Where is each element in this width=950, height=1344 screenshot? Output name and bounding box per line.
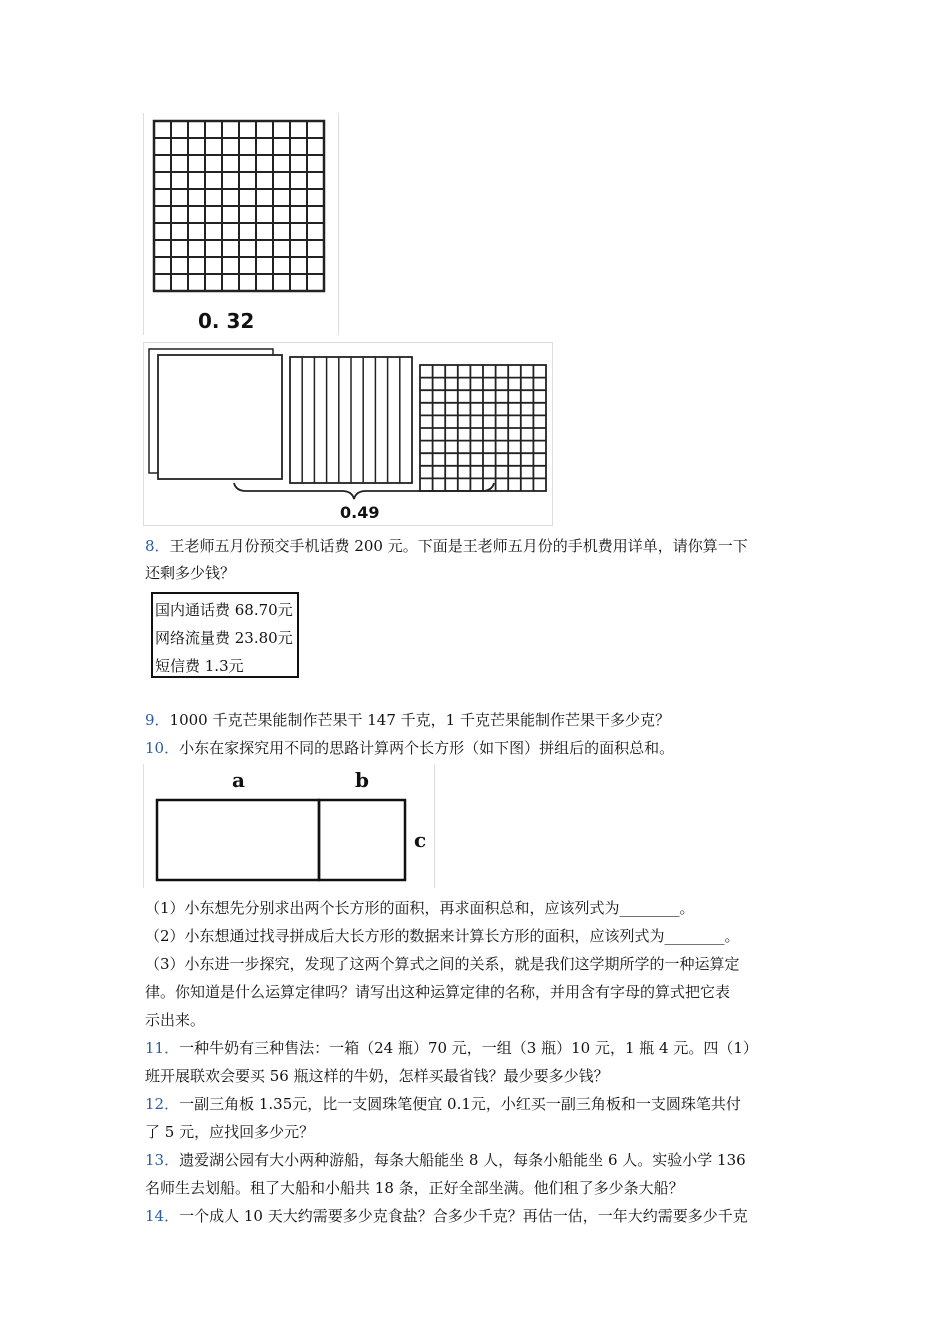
- q12-line1: [145, 1094, 815, 1114]
- q13-text1: 遗爱湖公园有大小两种游船，每条大船能坐 8 人，每条小船能坐 6 人。实验小学 136: [179, 1151, 746, 1169]
- grid-frame: [158, 355, 282, 479]
- q13-line2: 名师生去划船。租了大船和小船共 18 条，正好全部坐满。他们租了多少条大船？: [145, 1179, 684, 1197]
- q11-line1: [145, 1038, 815, 1058]
- q10-sub3-line2: 律。你知道是什么运算定律吗？请写出这种运算定律的名称，并用含有字母的算式把它表: [145, 983, 731, 1001]
- rectangle-a: [157, 800, 319, 880]
- q14-line1: [145, 1206, 815, 1226]
- q8-number: 8．: [145, 537, 170, 555]
- label-c: c: [414, 828, 427, 852]
- grid-a-label: 0. 32: [198, 309, 255, 333]
- q10-sub2: （2）小东想通过找寻拼成后大长方形的数据来计算长方形的面积，应该列式为________。: [145, 927, 740, 945]
- q10-sub3-line1: （3）小东进一步探究，发现了这两个算式之间的关系，就是我们这学期所学的一种运算定: [145, 955, 740, 973]
- q8-text1: 王老师五月份预交手机话费 200 元。下面是王老师五月份的手机费用详单，请你算一下: [169, 537, 748, 555]
- bill-row-data: 网络流量费 23.80元: [155, 629, 293, 647]
- phone-bill-table: [151, 592, 299, 678]
- q10-sub3-line3: 示出来。: [145, 1011, 206, 1029]
- q12-text1: 一副三角板 1.35元，比一支圆珠笔便宜 0.1元，小红买一副三角板和一支圆珠笔共付: [179, 1095, 741, 1113]
- q10-line1: [145, 738, 815, 758]
- q13-line1: [145, 1150, 815, 1170]
- q14-number: 14．: [145, 1207, 180, 1225]
- grid-b-label: 0.49: [340, 503, 380, 522]
- q8-line1: [145, 536, 815, 556]
- hundred-grid-figure-a: [143, 113, 339, 335]
- two-rectangles-svg: [144, 764, 434, 888]
- q11-line2: 班开展联欢会要买 56 瓶这样的牛奶，怎样买最省钱？最少要多少钱？: [145, 1067, 609, 1085]
- label-b: b: [355, 768, 369, 792]
- q10-text1: 小东在家探究用不同的思路计算两个长方形（如下图）拼组后的面积总和。: [179, 739, 675, 757]
- q11-text1: 一种牛奶有三种售法：一箱（24 瓶）70 元，一组（3 瓶）10 元，1 瓶 4 元。四（1）: [179, 1039, 758, 1057]
- hundred-grid-a: [144, 113, 338, 335]
- decimal-model-b: [144, 343, 552, 525]
- q11-number: 11．: [145, 1039, 180, 1057]
- q10-number: 10．: [145, 739, 180, 757]
- q10-sub1: （1）小东想先分别求出两个长方形的面积，再求面积总和，应该列式为________。: [145, 899, 695, 917]
- bill-row-sms: 短信费 1.3元: [155, 657, 244, 675]
- q14-text1: 一个成人 10 天大约需要多少克食盐？合多少千克？再估一估，一年大约需要多少千克: [179, 1207, 748, 1225]
- q9-number: 9．: [145, 711, 170, 729]
- q12-number: 12．: [145, 1095, 180, 1113]
- label-a: a: [232, 768, 245, 792]
- q9-line1: [145, 710, 815, 730]
- bill-row-domestic: 国内通话费 68.70元: [155, 601, 293, 619]
- rectangle-b: [319, 800, 405, 880]
- q12-line2: 了 5 元，应找回多少元？: [145, 1123, 315, 1141]
- q13-number: 13．: [145, 1151, 180, 1169]
- q8-line2: 还剩多少钱？: [145, 564, 236, 582]
- two-rectangles-figure: [143, 764, 435, 888]
- decimal-model-figure-b: [143, 342, 553, 526]
- q9-text1: 1000 千克芒果能制作芒果干 147 千克，1 千克芒果能制作芒果干多少克？: [169, 711, 670, 729]
